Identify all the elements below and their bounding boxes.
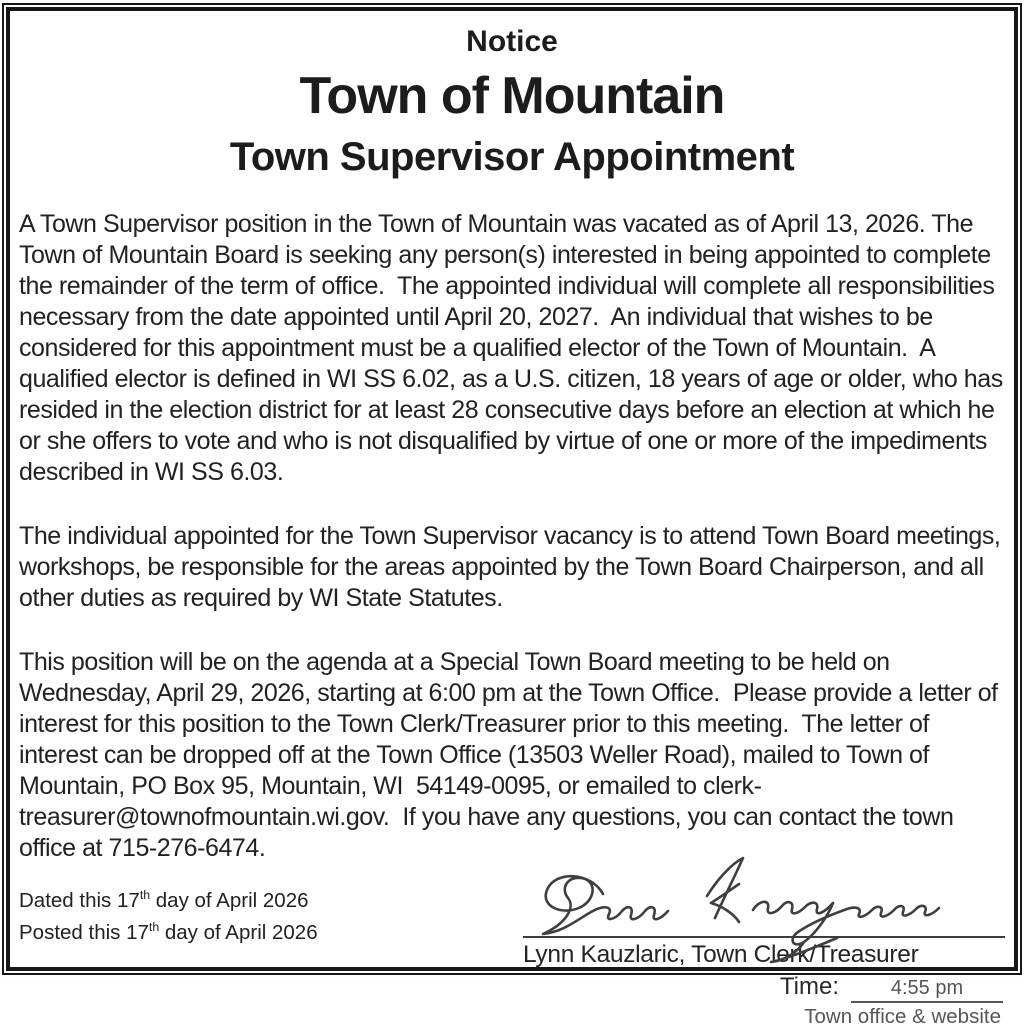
posted-line: Posted this 17th day of April 2026: [19, 919, 318, 944]
signer-name-title: Lynn Kauzlaric, Town Clerk/Treasurer: [523, 941, 919, 968]
posted-ordinal-sup: th: [148, 919, 160, 934]
time-row: [523, 973, 1005, 1003]
notice-body: [19, 209, 1010, 864]
paragraph-meeting: This position will be on the agenda at a Special Town Board meeting to be held on Wednesday, April 29, 2026, starting at 6:00 pm at the Town Office. Please provide a letter of interest for this position to the Town Clerk/Treasurer prior to this meeting. The letter of interest can be dropped off at the Town Office (13503 Weller Road), mailed to Town of Mountain, PO Box 95, Mountain, WI 54149-0095, or emailed to clerk-treasurer@townofmountain.wi.gov. If you have any questions, you can contact the town office at 715-276-6474.: [19, 648, 1005, 862]
page-title: Town of Mountain: [299, 67, 725, 125]
page-subtitle: Town Supervisor Appointment: [229, 135, 795, 179]
document-inner-border: [6, 7, 1018, 1028]
notice-footer: [19, 874, 1005, 1029]
notice-kicker: Notice: [466, 25, 558, 58]
time-label: Time:: [779, 973, 839, 1000]
paragraph-duties: The individual appointed for the Town Supervisor vacancy is to attend Town Board meetings, workshops, be responsible for the areas appointed by the Town Board Chairperson, and all other duties as required by WI State Statutes.: [19, 522, 1007, 612]
dated-line: Dated this 17th day of April 2026: [19, 888, 309, 912]
signature-line: [523, 874, 1005, 938]
dated-posted-block: [19, 874, 318, 946]
posted-location: Town office & website: [804, 1005, 1001, 1028]
paragraph-vacancy: A Town Supervisor position in the Town of Mountain was vacated as of April 13, 2026. The Town of Mountain Board is seeking any person(s) interested in being appointed to complete the remainder of the term of office. The appointed individual will complete all responsibilities necessary from the date appointed until April 20, 2027. An individual that wishes to be considered for this appointment must be a qualified elector of the Town of Mountain. A qualified elector is defined in WI SS 6.02, as a U.S. citizen, 18 years of age or older, who has resided in the election district for at least 28 consecutive days before an election at which he or she offers to vote and who is not disqualified by virtue of one or more of the impediments described in WI SS 6.03.: [19, 210, 1010, 486]
signature-block: [523, 874, 1005, 1029]
dated-ordinal-sup: th: [139, 888, 151, 902]
document-outer-border: [2, 3, 1022, 1028]
time-value: 4:55 pm: [851, 977, 1003, 1003]
